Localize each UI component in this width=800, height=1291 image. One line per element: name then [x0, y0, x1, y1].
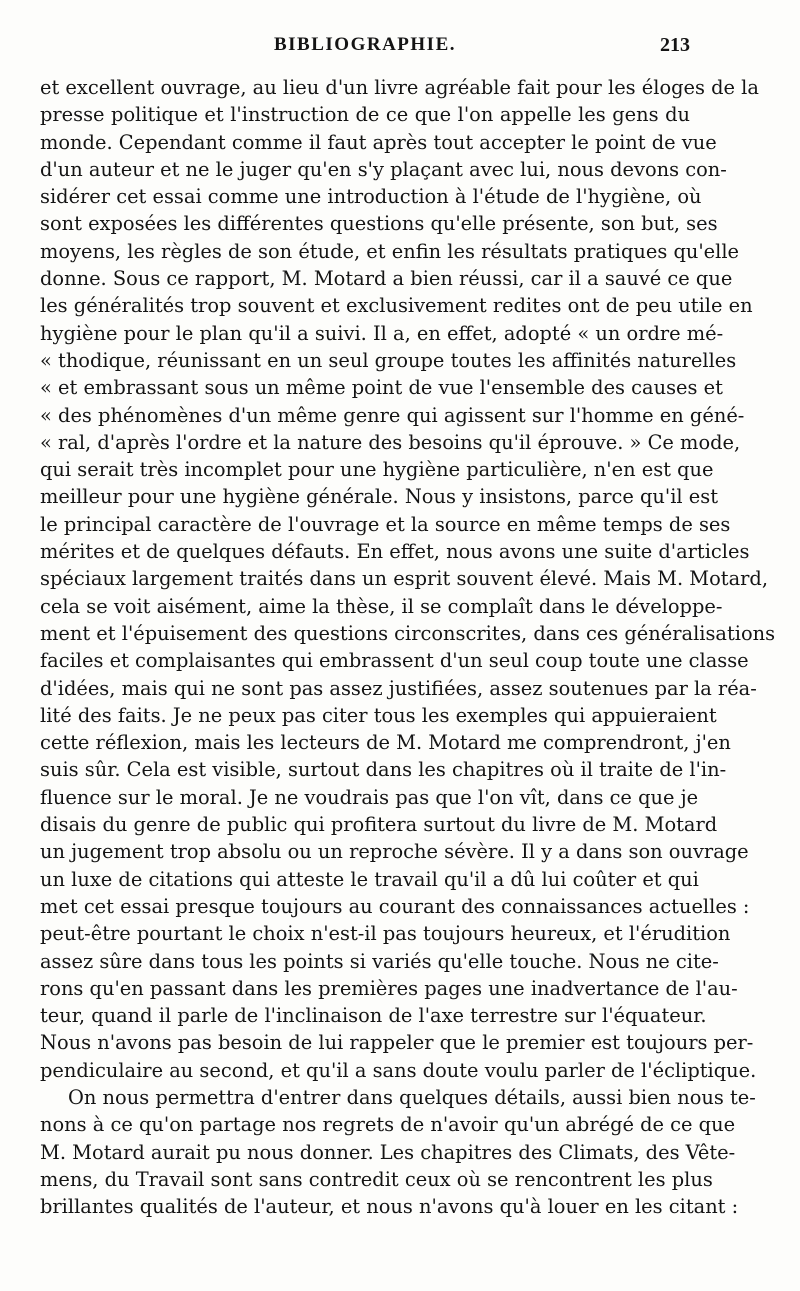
- running-head: [40, 34, 690, 62]
- text-line: mens, du Travail sont sans contredit ceux où se rencontrent les plus: [40, 1167, 713, 1191]
- text-line: cette réflexion, mais les lecteurs de M. Motard me comprendront, j'en: [40, 731, 731, 755]
- text-line: mérites et de quelques défauts. En effet, nous avons une suite d'articles: [40, 540, 750, 564]
- text-line: un jugement trop absolu ou un reproche sévère. Il y a dans son ouvrage: [40, 840, 749, 864]
- text-line: faciles et complaisantes qui embrassent d'un seul coup toute une classe: [40, 649, 749, 673]
- text-line: cela se voit aisément, aime la thèse, il se complaît dans le développe-: [40, 594, 723, 618]
- text-line: fluence sur le moral. Je ne voudrais pas que l'on vît, dans ce que je: [40, 785, 699, 809]
- text-line: assez sûre dans tous les points si variés qu'elle touche. Nous ne cite-: [40, 949, 719, 973]
- text-line: nons à ce qu'on partage nos regrets de n'avoir qu'un abrégé de ce que: [40, 1113, 736, 1137]
- text-line: « ral, d'après l'ordre et la nature des besoins qu'il éprouve. » Ce mode,: [40, 430, 741, 454]
- text-line: teur, quand il parle de l'inclinaison de l'axe terrestre sur l'équateur.: [40, 1004, 707, 1028]
- text-line: pendiculaire au second, et qu'il a sans doute voulu parler de l'écliptique.: [40, 1058, 757, 1082]
- text-line: brillantes qualités de l'auteur, et nous n'avons qu'à louer en les citant :: [40, 1195, 739, 1219]
- text-line: meilleur pour une hygiène générale. Nous y insistons, parce qu'il est: [40, 485, 718, 509]
- text-line: sont exposées les différentes questions qu'elle présente, son but, ses: [40, 212, 718, 236]
- text-line: Nous n'avons pas besoin de lui rappeler que le premier est toujours per-: [40, 1031, 754, 1055]
- text-line: suis sûr. Cela est visible, surtout dans les chapitres où il traite de l'in-: [40, 758, 727, 782]
- text-line: sidérer cet essai comme une introduction à l'étude de l'hygiène, où: [40, 185, 702, 209]
- text-line: le principal caractère de l'ouvrage et la source en même temps de ses: [40, 512, 731, 536]
- text-line: et excellent ouvrage, au lieu d'un livre agréable fait pour les éloges de la: [40, 76, 759, 99]
- text-line: un luxe de citations qui atteste le travail qu'il a dû lui coûter et qui: [40, 867, 699, 891]
- text-line: On nous permettra d'entrer dans quelques détails, aussi bien nous te-: [68, 1085, 756, 1109]
- text-line: hygiène pour le plan qu'il a suivi. Il a, en effet, adopté « un ordre mé-: [40, 321, 724, 345]
- text-line: peut-être pourtant le choix n'est-il pas toujours heureux, et l'érudition: [40, 922, 731, 946]
- text-line: moyens, les règles de son étude, et enfin les résultats pratiques qu'elle: [40, 239, 740, 263]
- text-line: M. Motard aurait pu nous donner. Les chapitres des Climats, des Vête-: [40, 1140, 736, 1164]
- text-line: qui serait très incomplet pour une hygiène particulière, n'en est que: [40, 458, 714, 482]
- text-line: spéciaux largement traités dans un esprit souvent élevé. Mais M. Motard,: [40, 567, 769, 591]
- text-line: monde. Cependant comme il faut après tout accepter le point de vue: [40, 130, 717, 154]
- text-line: donne. Sous ce rapport, M. Motard a bien réussi, car il a sauvé ce que: [40, 267, 733, 291]
- text-line: ment et l'épuisement des questions circonscrites, dans ces généralisations: [40, 621, 776, 645]
- text-line: les généralités trop souvent et exclusivement redites ont de peu utile en: [40, 294, 753, 318]
- text-line: « thodique, réunissant en un seul groupe toutes les affinités naturelles: [40, 348, 737, 372]
- text-line: disais du genre de public qui profitera surtout du livre de M. Motard: [40, 813, 718, 837]
- text-line: d'un auteur et ne le juger qu'en s'y plaçant avec lui, nous devons con-: [40, 157, 727, 181]
- text-line: presse politique et l'instruction de ce que l'on appelle les gens du: [40, 103, 690, 127]
- page-number: 213: [660, 34, 690, 56]
- text-line: lité des faits. Je ne peux pas citer tous les exemples qui appuieraient: [40, 703, 717, 727]
- text-line: d'idées, mais qui ne sont pas assez justifiées, assez soutenues par la réa-: [40, 676, 757, 700]
- text-line: rons qu'en passant dans les premières pages une inadvertance de l'au-: [40, 976, 738, 1000]
- body-text: [40, 74, 776, 1220]
- text-line: « des phénomènes d'un même genre qui agissent sur l'homme en géné-: [40, 403, 745, 427]
- running-title: BIBLIOGRAPHIE.: [273, 34, 456, 55]
- text-line: « et embrassant sous un même point de vue l'ensemble des causes et: [40, 376, 723, 400]
- text-line: met cet essai presque toujours au courant des connaissances actuelles :: [40, 894, 750, 918]
